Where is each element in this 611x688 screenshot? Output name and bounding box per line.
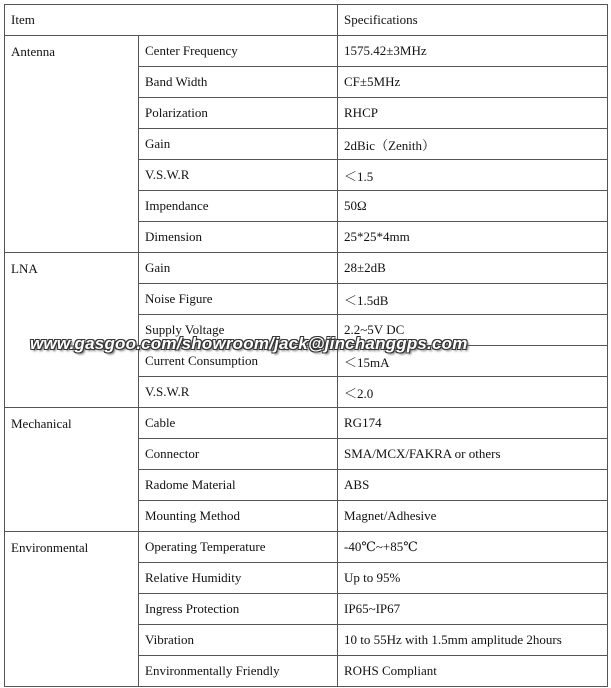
parameter-name-cell: Environmentally Friendly (139, 656, 338, 687)
category-cell: Antenna (5, 36, 139, 253)
header-specifications: Specifications (338, 5, 608, 36)
parameter-value-cell: Magnet/Adhesive (338, 501, 608, 532)
parameter-value-cell: RHCP (338, 98, 608, 129)
parameter-value-cell: RG174 (338, 408, 608, 439)
parameter-value-cell: 10 to 55Hz with 1.5mm amplitude 2hours (338, 625, 608, 656)
parameter-name-cell: V.S.W.R (139, 160, 338, 191)
specifications-table (4, 4, 608, 687)
category-cell: LNA (5, 253, 139, 408)
table-row (5, 532, 608, 563)
parameter-value-cell: 2.2~5V DC (338, 315, 608, 346)
category-cell: Environmental (5, 532, 139, 687)
parameter-name-cell: Noise Figure (139, 284, 338, 315)
parameter-name-cell: Polarization (139, 98, 338, 129)
parameter-name-cell: Impendance (139, 191, 338, 222)
parameter-name-cell: Supply Voltage (139, 315, 338, 346)
category-cell: Mechanical (5, 408, 139, 532)
parameter-value-cell: ＜2.0 (338, 377, 608, 408)
parameter-value-cell: 25*25*4mm (338, 222, 608, 253)
parameter-name-cell: Ingress Protection (139, 594, 338, 625)
parameter-name-cell: Cable (139, 408, 338, 439)
parameter-value-cell: 2dBic（Zenith） (338, 129, 608, 160)
parameter-name-cell: Operating Temperature (139, 532, 338, 563)
parameter-value-cell: ABS (338, 470, 608, 501)
parameter-value-cell: SMA/MCX/FAKRA or others (338, 439, 608, 470)
specifications-table-body (5, 5, 608, 687)
parameter-name-cell: Band Width (139, 67, 338, 98)
parameter-name-cell: Gain (139, 129, 338, 160)
parameter-name-cell: Mounting Method (139, 501, 338, 532)
parameter-name-cell: V.S.W.R (139, 377, 338, 408)
parameter-value-cell: ROHS Compliant (338, 656, 608, 687)
parameter-name-cell: Dimension (139, 222, 338, 253)
parameter-value-cell: 50Ω (338, 191, 608, 222)
table-row (5, 408, 608, 439)
header-item: Item (5, 5, 338, 36)
parameter-name-cell: Relative Humidity (139, 563, 338, 594)
parameter-value-cell: Up to 95% (338, 563, 608, 594)
parameter-name-cell: Connector (139, 439, 338, 470)
parameter-value-cell: 1575.42±3MHz (338, 36, 608, 67)
parameter-value-cell: IP65~IP67 (338, 594, 608, 625)
parameter-value-cell: -40℃~+85℃ (338, 532, 608, 563)
watermark-text: www.gasgoo.com/showroom/jack@jinchanggps.com (30, 334, 468, 353)
table-header-row (5, 5, 608, 36)
parameter-name-cell: Current Consumption (139, 346, 338, 377)
table-row (5, 36, 608, 67)
parameter-value-cell: ＜1.5dB (338, 284, 608, 315)
parameter-value-cell: ＜15mA (338, 346, 608, 377)
parameter-name-cell: Radome Material (139, 470, 338, 501)
parameter-value-cell: 28±2dB (338, 253, 608, 284)
parameter-name-cell: Center Frequency (139, 36, 338, 67)
table-row (5, 253, 608, 284)
parameter-name-cell: Vibration (139, 625, 338, 656)
parameter-name-cell: Gain (139, 253, 338, 284)
parameter-value-cell: CF±5MHz (338, 67, 608, 98)
parameter-value-cell: ＜1.5 (338, 160, 608, 191)
